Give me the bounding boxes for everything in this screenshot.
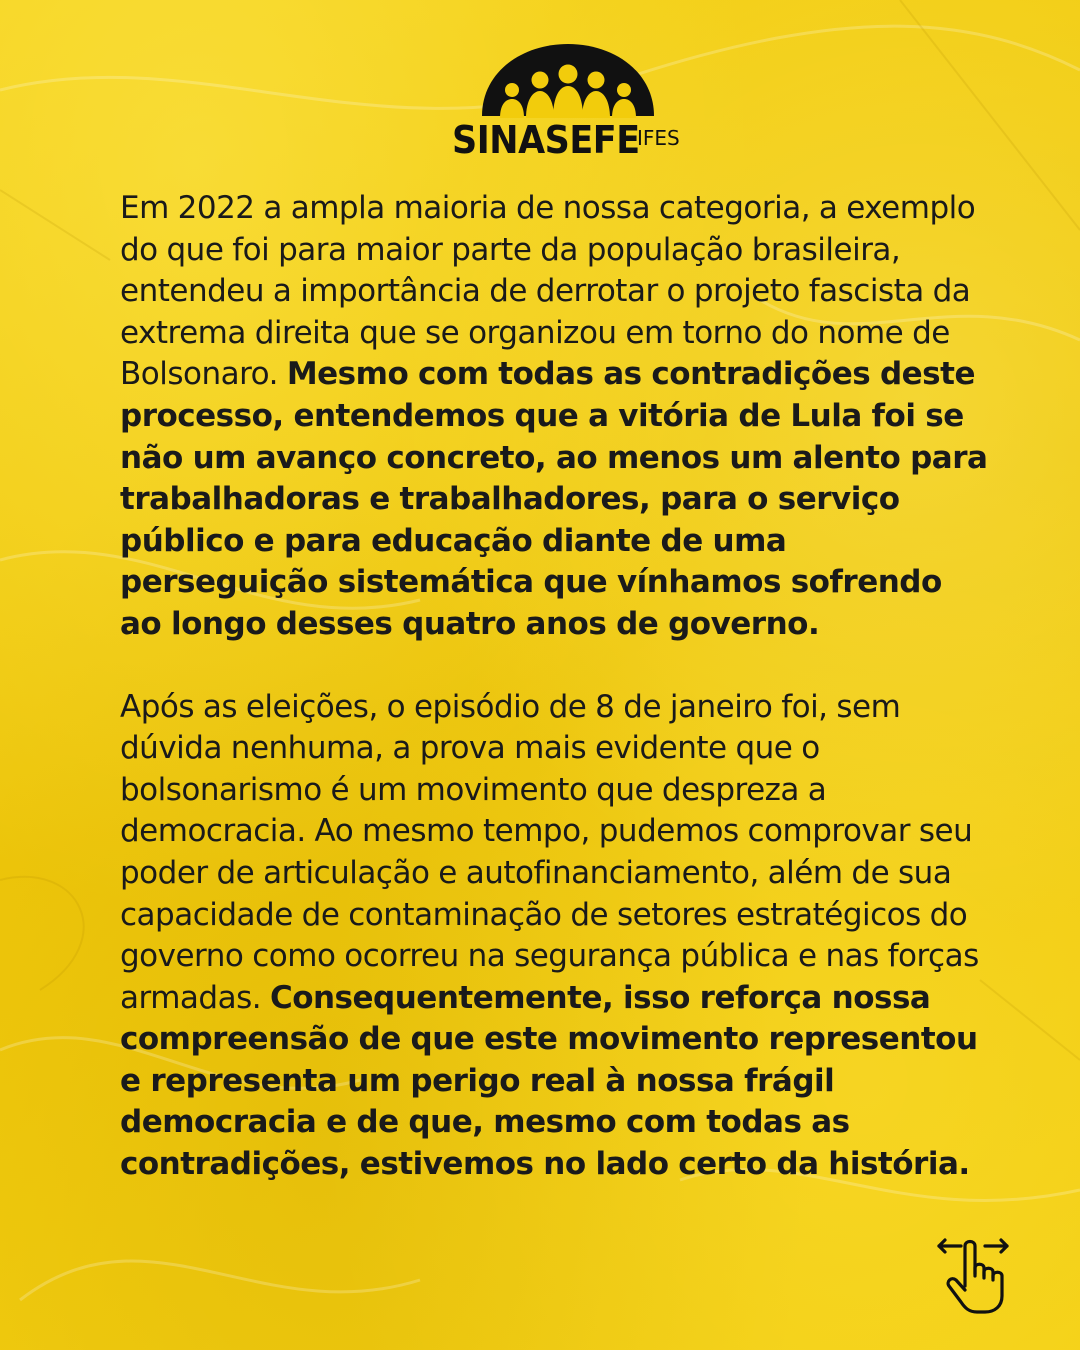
statement-body [120,188,990,1186]
logo-wordmark [452,118,680,162]
paragraph-1-text: Em 2022 a ampla maioria de nossa categoria, a exemplo do que foi para maior parte da população brasileira, entendeu a importância de derrotar o projeto fascista da extrema direita que se organizou em torno do nome de Bolsonaro. [120,190,976,393]
sinasefe-logo [452,38,692,160]
paragraph-2 [120,687,990,1186]
paragraph-1 [120,188,990,646]
paragraph-2-highlight: Consequentemente, isso reforça nossa compreensão de que este movimento representou e representa um perigo real à nossa frágil democracia e de que, mesmo com todas as contradições, estivemos no lado certo da história. [120,979,978,1183]
logo-suffix: IFES [637,126,680,150]
paragraph-1-highlight: Mesmo com todas as contradições deste processo, entendemos que a vitória de Lula foi se não um avanço concreto, ao menos um alento para trabalhadoras e trabalhadores, para o serviço público e para educação diante de uma perseguição sistemática que vínhamos sofrendo ao longo desses quatro anos de governo. [120,356,988,642]
people-dome-icon [478,38,658,120]
swipe-hand-icon[interactable] [935,1234,1017,1316]
paragraph-2-text: Após as eleições, o episódio de 8 de janeiro foi, sem dúvida nenhuma, a prova mais evidente que o bolsonarismo é um movimento que despreza a democracia. Ao mesmo tempo, pudemos comprovar seu poder de articulação e autofinanciamento, além de sua capacidade de contaminação de setores estratégicos do governo como ocorreu na segurança pública e nas forças armadas. [120,688,979,1016]
logo-name: SINASEFE [452,118,640,162]
